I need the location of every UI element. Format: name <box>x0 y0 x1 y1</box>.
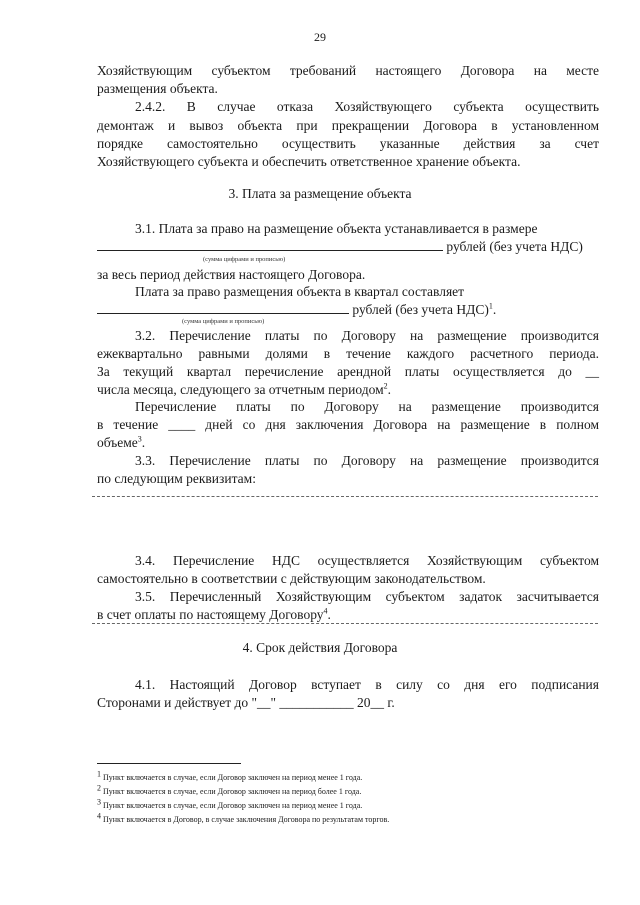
footnote-ref: 2 <box>383 381 388 391</box>
clause-3-5: 3.5. Перечисленный Хозяйствующим субъектом задаток засчитывается <box>135 589 599 604</box>
clause-3-2: числа месяца, следующего за отчетным периодом$^2$. <box>97 381 392 397</box>
section-4-heading: 4. Срок действия Договора <box>242 640 398 655</box>
footnote-ref: 4 <box>323 606 328 616</box>
separator-line <box>92 623 598 624</box>
clause-3-2: За текущий квартал перечисление арендной платы осуществляется до __ <box>97 364 599 379</box>
clause-3-3: 3.3. Перечисление платы по Договору на размещение производится <box>135 453 599 468</box>
clause-3-4: 3.4. Перечисление НДС осуществляется Хозяйствующим субъектом <box>135 553 599 568</box>
clause-3-1-amount-line <box>97 238 599 256</box>
clause-3-5: в счет оплаты по настоящему Договору$^4$. <box>97 606 331 622</box>
section2-line: размещения объекта. <box>97 81 218 96</box>
requisites-blank-line <box>92 496 598 497</box>
footnote-ref: 1 <box>488 301 493 311</box>
footnote-separator <box>97 763 241 764</box>
clause-3-2: ежеквартально равными долями в течение каждого расчетного периода. <box>97 346 599 361</box>
quarter-amount-blank <box>97 301 349 314</box>
footnote: $^1$ Пункт включается в случае, если Договор заключен на период менее 1 года. <box>97 769 363 782</box>
footnote: $^3$ Пункт включается в случае, если Договор заключен на период менее 1 года. <box>97 797 363 810</box>
quarter-amount-unit: рублей (без учета НДС) <box>352 302 489 317</box>
footnote: $^4$ Пункт включается в Договор, в случае заключения Договора по результатам торгов. <box>97 811 390 824</box>
footnote-ref: 3 <box>137 434 142 444</box>
clause-3-2-b: в течение ____ дней со дня заключения Договора на размещение в полном <box>97 417 599 432</box>
page-number: 29 <box>314 30 326 44</box>
clause-2-4-2: порядке самостоятельно осуществить указанные действия за счет <box>97 136 599 151</box>
clause-3-2: 3.2. Перечисление платы по Договору на размещение производится <box>135 328 599 343</box>
section-3-heading: 3. Плата за размещение объекта <box>228 186 412 201</box>
clause-3-4: самостоятельно в соответствии с действующим законодательством. <box>97 571 486 586</box>
amount-unit: рублей (без учета НДС) <box>446 239 583 254</box>
clause-3-3: по следующим реквизитам: <box>97 471 256 486</box>
footnote: $^2$ Пункт включается в случае, если Договор заключен на период более 1 года. <box>97 783 362 796</box>
amount-caption: (сумма цифрами и прописью) <box>203 256 286 263</box>
clause-3-1-quarter-amount-line: рублей (без учета НДС)$^1$. <box>97 301 599 319</box>
quarter-amount-caption: (сумма цифрами и прописью) <box>182 318 265 325</box>
clause-3-1: Плата за право размещения объекта в квартал составляет <box>135 284 465 299</box>
clause-3-1: за весь период действия настоящего Договора. <box>97 267 366 282</box>
clause-3-2-b: объеме$^3$. <box>97 434 146 450</box>
clause-2-4-2: демонтаж и вывоз объекта при прекращении Договора в установленном <box>97 118 599 133</box>
clause-3-1: 3.1. Плата за право на размещение объекта устанавливается в размере <box>135 221 538 236</box>
amount-blank <box>97 238 443 251</box>
clause-2-4-2: 2.4.2. В случае отказа Хозяйствующего субъекта осуществить <box>135 99 599 114</box>
clause-2-4-2: Хозяйствующего субъекта и обеспечить ответственное хранение объекта. <box>97 154 521 169</box>
clause-4-1: Сторонами и действует до "__" ___________ 20__ г. <box>97 695 395 710</box>
section2-line: Хозяйствующим субъектом требований настоящего Договора на месте <box>97 63 599 78</box>
clause-4-1: 4.1. Настоящий Договор вступает в силу со дня его подписания <box>135 677 599 692</box>
clause-3-2-b: Перечисление платы по Договору на размещение производится <box>135 399 599 414</box>
